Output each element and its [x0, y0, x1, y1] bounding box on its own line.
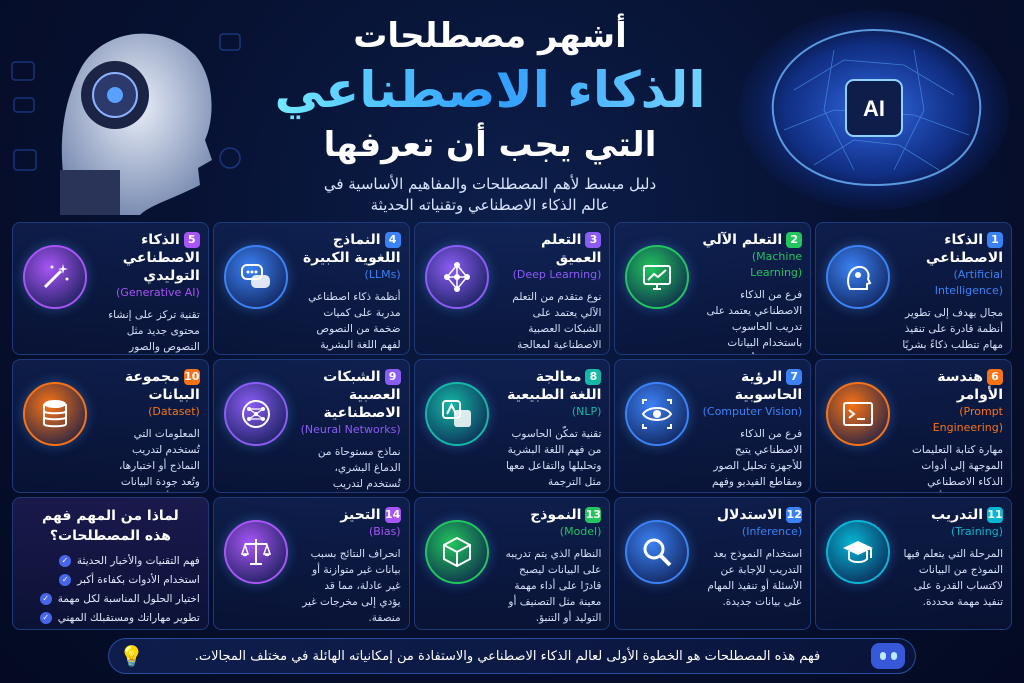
term-english: (Computer Vision) [702, 405, 803, 419]
term-number-badge: 12 [786, 507, 802, 521]
term-card [12, 222, 209, 355]
term-description: نوع متقدم من التعلم الآلي يعتمد على الشبكات العصبية الاصطناعية لمعالجة [512, 291, 602, 351]
page-title [250, 14, 730, 216]
term-card [12, 359, 209, 492]
term-title [300, 368, 401, 422]
cube-icon [425, 520, 489, 584]
magic-wand-icon [23, 245, 87, 309]
term-card [815, 497, 1012, 630]
term-number-badge: 8 [585, 369, 601, 385]
ai-brain-illustration [724, 0, 1024, 215]
term-name: التعلم العميق [541, 232, 602, 266]
term-title [701, 368, 802, 404]
term-name: النموذج [530, 506, 582, 523]
term-card [213, 497, 410, 630]
term-description: نماذج مستوحاة من الدماغ البشري، تُستخدم لتدريب [317, 446, 401, 491]
term-english: (Inference) [741, 524, 803, 538]
term-number-badge: 9 [385, 369, 401, 385]
why-list [21, 552, 200, 628]
term-name: مجموعة البيانات [124, 369, 200, 404]
term-card [614, 497, 811, 630]
why-item-text: استخدام الأدوات بكفاءة أكبر [77, 573, 200, 586]
title-line-1: أشهر مصطلحات [353, 16, 627, 56]
term-name: الشبكات العصبية الاصطناعية [323, 369, 401, 422]
term-description: انحراف النتائج بسبب بيانات غير متوازنة أو غير عادلة، مما قد يؤدي إلى مخرجات غير منصفة. [302, 547, 401, 624]
why-item-text: تطوير مهاراتك ومستقبلك المهني [57, 611, 200, 624]
term-card [815, 222, 1012, 355]
term-description: مجال يهدف إلى تطوير أنظمة قادرة على تنفيذ مهام تتطلب ذكاءً بشريًا [902, 307, 1003, 351]
term-card [414, 359, 611, 492]
term-number-badge: 4 [385, 232, 401, 248]
term-title [501, 368, 602, 404]
term-description: استخدام النموذج بعد التدريب للإجابة عن الأسئلة أو تنفيذ المهام على بيانات جديدة. [707, 547, 803, 608]
why-important-card [12, 497, 209, 630]
term-number-badge: 10 [184, 370, 200, 384]
database-icon [23, 382, 87, 446]
subtitle-line-2: عالم الذكاء الاصطناعي وتقنياته الحديثة [370, 196, 610, 214]
term-english: (Prompt Engineering) [932, 405, 1003, 435]
term-english: (NLP) [571, 405, 602, 419]
term-description: فرع من الذكاء الاصطناعي يعتمد على تدريب الحاسوب باستخدام البيانات [706, 289, 803, 349]
term-description: فرع من الذكاء الاصطناعي يتيح للأجهزة تحليل الصور ومقاطع الفيديو وفهم [712, 428, 803, 489]
magnifier-icon [625, 520, 689, 584]
term-title [300, 506, 401, 524]
term-english: (Training) [951, 524, 1003, 538]
term-number-badge: 6 [987, 369, 1003, 385]
head-circuit-icon [826, 245, 890, 309]
term-description: المعلومات التي تُستخدم لتدريب النماذج أو اختبارها، وتُعد جودة البيانات [119, 428, 200, 489]
term-name: هندسة الأوامر [937, 369, 1003, 404]
term-card [414, 497, 611, 630]
term-description: النظام الذي يتم تدريبه على البيانات ليصبح قادرًا على أداء مهمة معينة مثل التصنيف أو التوليد أو التنبؤ. [505, 547, 602, 624]
term-name: الاستدلال [716, 506, 783, 523]
term-card [614, 222, 811, 355]
term-english: (Dataset) [148, 405, 200, 419]
term-english: (Neural Networks) [300, 423, 401, 437]
term-name: التحيز [340, 506, 381, 523]
term-name: النماذج اللغوية الكبيرة [302, 232, 401, 266]
check-icon: ✓ [40, 612, 52, 624]
term-number-badge: 11 [987, 507, 1003, 521]
term-name: الرؤية الحاسوبية [734, 369, 803, 404]
title-line-3: التي يجب أن تعرفها [323, 125, 657, 165]
term-card [213, 222, 410, 355]
footer-banner [108, 638, 916, 674]
term-english: (Deep Learning) [512, 268, 602, 281]
term-title [701, 231, 802, 249]
why-title-line-1: لماذا من المهم فهم [41, 507, 179, 524]
term-number-badge: 2 [786, 232, 802, 248]
chat-bubbles-icon [224, 245, 288, 309]
term-english: (LLMs) [364, 268, 401, 281]
term-card [614, 359, 811, 492]
footer-text: فهم هذه المصطلحات هو الخطوة الأولى لعالم الذكاء الاصطناعي والاستفادة من إمكانياته الهائلة في مختلف المجالات. [194, 648, 821, 664]
term-card [815, 359, 1012, 492]
why-list-item [21, 552, 200, 571]
term-title [701, 506, 802, 524]
title-line-2: الذكاء الاصطناعي [250, 58, 730, 122]
why-title-line-2: هذه المصطلحات؟ [49, 527, 171, 544]
term-number-badge: 3 [585, 232, 601, 248]
term-english: (Machine Learning) [750, 250, 803, 279]
check-icon: ✓ [59, 574, 71, 586]
term-name: التعلم الآلي [702, 232, 783, 248]
term-description: المرحلة التي يتعلم فيها النموذج من البيانات لاكتساب القدرة على تنفيذ مهمة محددة. [903, 547, 1003, 608]
term-number-badge: 13 [585, 507, 602, 521]
term-english: (Model) [559, 524, 602, 538]
brain-ai-badge: AI [863, 96, 885, 121]
subtitle-line-1: دليل مبسط لأهم المصطلحات والمفاهيم الأساسية في [323, 175, 657, 193]
term-title [902, 368, 1003, 404]
term-card [213, 359, 410, 492]
lightbulb-icon: 💡 [119, 644, 144, 668]
term-title [501, 231, 602, 267]
brain-network-icon [224, 382, 288, 446]
network-icon [425, 245, 489, 309]
robot-icon [871, 643, 905, 669]
term-name: الذكاء الاصطناعي [925, 232, 1003, 266]
term-number-badge: 7 [786, 369, 802, 385]
term-card [414, 222, 611, 355]
term-english: (Bias) [368, 524, 401, 538]
term-number-badge: 1 [987, 232, 1003, 248]
check-icon: ✓ [59, 555, 71, 567]
why-list-item [21, 571, 200, 590]
robot-head-illustration [0, 0, 250, 215]
check-icon: ✓ [40, 593, 52, 605]
term-english: (Generative AI) [116, 286, 200, 299]
term-description: تقنية تركز على إنشاء محتوى جديد مثل النصوص والصور [108, 309, 200, 353]
term-number-badge: 5 [184, 232, 200, 248]
term-description: مهارة كتابة التعليمات الموجهة إلى أدوات الذكاء الاصطناعي [912, 444, 1003, 489]
term-english: (Artificial Intelligence) [934, 268, 1003, 297]
scales-icon [224, 520, 288, 584]
term-number-badge: 14 [384, 507, 401, 521]
term-description: أنظمة ذكاء اصطناعي مدربة على كميات ضخمة من النصوص لفهم اللغة البشرية [308, 291, 401, 351]
chart-monitor-icon [625, 245, 689, 309]
term-name: معالجة اللغة الطبيعية [507, 369, 602, 404]
translate-icon [425, 382, 489, 446]
why-item-text: اختيار الحلول المناسبة لكل مهمة [57, 592, 200, 605]
graduation-cap-icon [826, 520, 890, 584]
why-item-text: فهم التقنيات والأخبار الحديثة [76, 554, 200, 567]
term-title [300, 231, 401, 267]
term-name: الذكاء الاصطناعي التوليدي [122, 232, 200, 284]
term-title [902, 506, 1003, 524]
term-title [99, 231, 200, 285]
term-title [99, 368, 200, 404]
term-title [902, 231, 1003, 267]
term-name: التدريب [931, 506, 983, 523]
term-title [501, 506, 602, 524]
why-list-item [21, 590, 200, 609]
why-list-item [21, 609, 200, 628]
terms-grid [12, 222, 1012, 630]
term-description: تقنية تمكّن الحاسوب من فهم اللغة البشرية وتحليلها والتفاعل معها مثل الترجمة [505, 428, 602, 489]
